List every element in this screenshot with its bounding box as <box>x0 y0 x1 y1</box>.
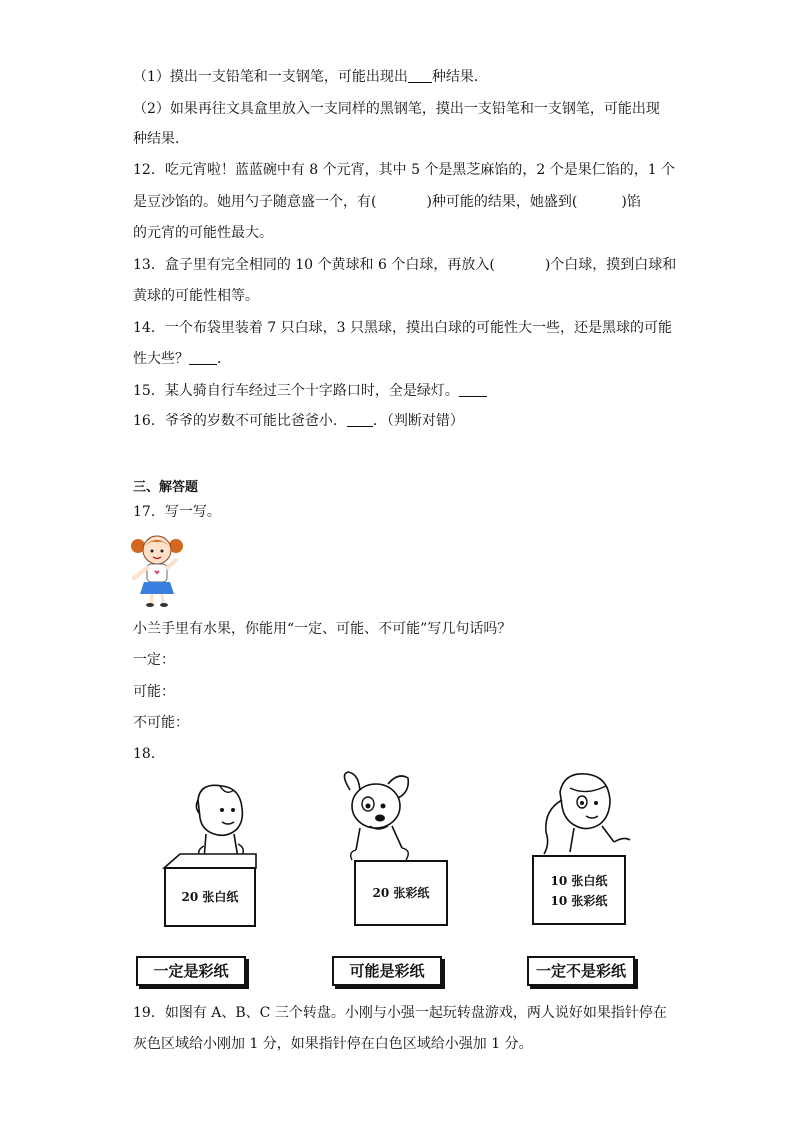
q17-answer-3-label: 不可能： <box>133 715 189 731</box>
q12-text-2a: 是豆沙馅的。她用勺子随意盛一个，有( <box>133 194 377 210</box>
q11-sub2-tail-line <box>133 129 189 149</box>
q19-line1 <box>133 1003 667 1023</box>
label-certainly-colored[interactable]: 一定是彩纸 <box>136 956 246 986</box>
girl-illustration <box>130 530 186 608</box>
q17-answer-1 <box>133 650 175 670</box>
q17-answer-3 <box>133 713 189 733</box>
answer-blank[interactable] <box>459 382 487 397</box>
section-heading <box>133 478 198 498</box>
q11-sub2-text: （2）如果再往文具盒里放入一支同样的黑钢笔，摸出一支铅笔和一支钢笔，可能出现 <box>133 101 660 117</box>
q12-text-2b: )种可能的结果，她盛到( <box>426 194 578 210</box>
q19-line2 <box>133 1034 533 1054</box>
q11-sub1-tail: 种结果． <box>431 69 488 85</box>
q11-sub1-text: （1）摸出一支铅笔和一支钢笔，可能出现出 <box>133 69 408 85</box>
q17-prompt <box>133 619 511 639</box>
q17-title <box>133 502 221 522</box>
q14-line2 <box>133 349 231 369</box>
section-heading-text: 三、解答题 <box>133 480 199 495</box>
q12-line1 <box>133 160 675 180</box>
q12-text-3: 的元宵的可能性最大。 <box>133 225 273 241</box>
q19-text-2: 灰色区域给小刚加 1 分，如果指针停在白色区域给小强加 1 分。 <box>133 1036 533 1052</box>
q16-line <box>133 411 464 431</box>
q14-text-2: 性大些？ <box>133 351 189 367</box>
q15-text: 15．某人骑自行车经过三个十字路口时，全是绿灯。 <box>133 383 459 399</box>
q17-answer-2-label: 可能： <box>133 684 175 700</box>
child-3-illustration <box>530 770 640 866</box>
q17-title-text: 17．写一写。 <box>133 504 221 520</box>
q13-text-2: 黄球的可能性相等。 <box>133 288 259 304</box>
q13-text-1a: 13．盒子里有完全相同的 10 个黄球和 6 个白球，再放入( <box>133 257 495 273</box>
q11-sub1 <box>133 67 488 87</box>
label-possibly-colored[interactable]: 可能是彩纸 <box>332 956 442 986</box>
q13-line2 <box>133 286 259 306</box>
q13-line1 <box>133 255 676 275</box>
crate-mixed-line2: 10 张彩纸 <box>550 894 608 908</box>
q18-title-text: 18． <box>133 746 165 762</box>
q11-sub2 <box>133 99 660 119</box>
q14-text-1: 14．一个布袋里装着 7 只白球，3 只黑球，摸出白球的可能性大一些，还是黑球的可能 <box>133 320 672 336</box>
q14-text-2-tail: ． <box>217 351 231 367</box>
crate-mixed-line1: 10 张白纸 <box>550 874 608 888</box>
q12-text-1: 12．吃元宵啦！蓝蓝碗中有 8 个元宵，其中 5 个是黑芝麻馅的，2 个是果仁馅的，1 个 <box>133 162 676 178</box>
q12-text-2c: )馅 <box>621 194 641 210</box>
crate-colored-paper-label: 20 张彩纸 <box>372 886 430 900</box>
q12-line2 <box>133 192 641 212</box>
q17-answer-1-label: 一定： <box>133 652 175 668</box>
answer-blank[interactable] <box>408 68 432 83</box>
label-certainly-not-colored[interactable]: 一定不是彩纸 <box>527 956 635 986</box>
q17-prompt-text: 小兰手里有水果，你能用“一定、可能、不可能”写几句话吗？ <box>133 621 512 637</box>
q17-answer-2 <box>133 682 175 702</box>
answer-blank[interactable] <box>189 350 217 365</box>
q19-text-1: 19．如图有 A、B、C 三个转盘。小刚与小强一起玩转盘游戏，两人说好如果指针停在 <box>133 1005 667 1021</box>
q13-text-1b: )个白球，摸到白球和 <box>544 257 677 273</box>
answer-blank[interactable] <box>347 412 373 427</box>
q11-sub2-tail: 种结果． <box>133 131 189 147</box>
q16-text: 16．爷爷的岁数不可能比爸爸小． <box>133 413 347 429</box>
q15-line <box>133 381 487 401</box>
q16-tail: ．（判断对错） <box>372 413 464 429</box>
crate-white-paper <box>164 867 256 927</box>
q14-line1 <box>133 318 672 338</box>
q18-title <box>133 744 165 764</box>
crate-mixed-paper <box>532 855 626 925</box>
crate-colored-paper <box>354 860 448 926</box>
dog-illustration <box>320 770 440 870</box>
crate-white-paper-label: 20 张白纸 <box>181 890 239 904</box>
q12-line3 <box>133 223 273 243</box>
